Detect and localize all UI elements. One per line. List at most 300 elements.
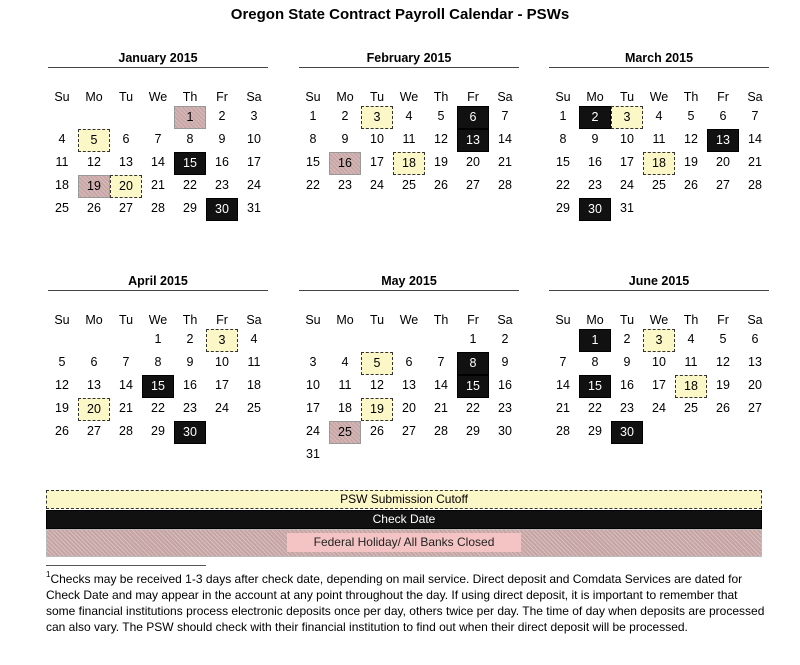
- day-cell: 24: [306, 424, 320, 438]
- day-cell: 23: [183, 401, 197, 415]
- empty-day-cell: [297, 329, 329, 352]
- day-cutoff: 3: [206, 329, 238, 352]
- day-cell: 22: [183, 178, 197, 192]
- day-cell: 28: [119, 424, 133, 438]
- footnote-marker: 1: [46, 570, 51, 579]
- day-cell: 25: [402, 178, 416, 192]
- day-cell: 11: [684, 355, 698, 369]
- day-cell: 8: [591, 355, 599, 369]
- empty-day-cell: [675, 421, 707, 444]
- weekday-label: Su: [555, 313, 571, 327]
- day-cell: 14: [748, 132, 762, 146]
- week-row: [547, 375, 771, 398]
- weekday-label: Tu: [369, 313, 385, 327]
- weekday-label: Tu: [118, 313, 134, 327]
- day-cell: 28: [556, 424, 570, 438]
- day-cell: 23: [338, 178, 352, 192]
- day-cell: 7: [501, 109, 509, 123]
- empty-day-cell: [425, 444, 457, 467]
- day-cell: 17: [370, 155, 384, 169]
- empty-day-cell: [238, 421, 270, 444]
- day-cell: 3: [309, 355, 317, 369]
- day-cell: 4: [655, 109, 663, 123]
- day-cell: 30: [498, 424, 512, 438]
- day-check-date: 15: [579, 375, 611, 398]
- weekday-label: We: [649, 90, 669, 104]
- day-cell: 12: [370, 378, 384, 392]
- weekday-label: Tu: [369, 90, 385, 104]
- day-cell: 29: [556, 201, 570, 215]
- weekday-label: Su: [54, 313, 70, 327]
- day-cell: 19: [684, 155, 698, 169]
- day-cell: 14: [151, 155, 165, 169]
- day-cell: 4: [58, 132, 66, 146]
- day-cell: 8: [154, 355, 162, 369]
- weekday-label: Th: [683, 90, 699, 104]
- day-check-date: 15: [457, 375, 489, 398]
- day-cell: 4: [250, 332, 258, 346]
- week-row: [46, 421, 270, 444]
- day-cell: 9: [341, 132, 349, 146]
- day-cell: 25: [247, 401, 261, 415]
- day-cell: 13: [748, 355, 762, 369]
- weekday-label: Su: [305, 313, 321, 327]
- day-check-date: 30: [206, 198, 238, 221]
- weekday-label: Th: [182, 313, 198, 327]
- day-cutoff: 20: [78, 398, 110, 421]
- weekday-label: Mo: [336, 90, 354, 104]
- day-cell: 2: [186, 332, 194, 346]
- day-cell: 26: [370, 424, 384, 438]
- empty-day-cell: [78, 329, 110, 352]
- legend-holiday-label: Federal Holiday/ All Banks Closed: [287, 533, 522, 552]
- week-row: [547, 198, 771, 221]
- footnote: [46, 571, 766, 635]
- weekday-label: Th: [433, 313, 449, 327]
- day-cell: 28: [498, 178, 512, 192]
- week-row: [46, 129, 270, 152]
- day-cell: 17: [652, 378, 666, 392]
- empty-day-cell: [707, 198, 739, 221]
- week-row: [547, 106, 771, 129]
- day-cell: 29: [151, 424, 165, 438]
- day-cell: 26: [87, 201, 101, 215]
- day-cell: 10: [652, 355, 666, 369]
- day-cell: 28: [434, 424, 448, 438]
- day-check-date: 13: [707, 129, 739, 152]
- day-cell: 6: [90, 355, 98, 369]
- day-cell: 6: [719, 109, 727, 123]
- day-cell: 10: [247, 132, 261, 146]
- page-title: Oregon State Contract Payroll Calendar - PSWs: [230, 6, 570, 23]
- day-cell: 21: [748, 155, 762, 169]
- day-cell: 27: [748, 401, 762, 415]
- day-cell: 10: [306, 378, 320, 392]
- weekday-header-row: [46, 88, 270, 106]
- day-cell: 5: [58, 355, 66, 369]
- weekday-label: Fr: [467, 90, 479, 104]
- footnote-text: Checks may be received 1-3 days after check date, depending on mail service. Direct deposit and Comdata Services are dated for Check Date and may appear in the account at any point throughout the day. If using direct deposit, it is important to remember that some financial institutions process electronic deposits once per day, others twice per day. The time of day when deposits are processed can also vary. The PSW should check with their financial institution to find out when their direct deposit will be processed.: [46, 572, 765, 634]
- weekday-label: We: [399, 90, 419, 104]
- day-cell: 15: [306, 155, 320, 169]
- legend-check-date: Check Date: [46, 510, 762, 529]
- week-row: [46, 329, 270, 352]
- day-cell: 31: [620, 201, 634, 215]
- day-cell: 16: [215, 155, 229, 169]
- day-cell: 23: [215, 178, 229, 192]
- weekday-label: Tu: [619, 90, 635, 104]
- day-cell: 8: [186, 132, 194, 146]
- day-cell: 22: [556, 178, 570, 192]
- month-divider: [48, 66, 268, 68]
- day-cell: 2: [623, 332, 631, 346]
- day-cell: 14: [556, 378, 570, 392]
- weekday-label: Tu: [118, 90, 134, 104]
- day-cell: 6: [751, 332, 759, 346]
- week-row: [547, 329, 771, 352]
- weekday-label: We: [148, 313, 168, 327]
- day-cell: 17: [215, 378, 229, 392]
- weekday-label: Fr: [467, 313, 479, 327]
- day-cell: 10: [620, 132, 634, 146]
- weekday-label: Mo: [336, 313, 354, 327]
- day-cell: 17: [306, 401, 320, 415]
- day-cell: 27: [402, 424, 416, 438]
- week-row: [46, 398, 270, 421]
- day-cell: 21: [151, 178, 165, 192]
- weekday-label: Sa: [747, 90, 763, 104]
- day-cell: 14: [498, 132, 512, 146]
- empty-day-cell: [361, 444, 393, 467]
- day-cell: 19: [716, 378, 730, 392]
- weekday-label: Su: [555, 90, 571, 104]
- day-cell: 12: [87, 155, 101, 169]
- legend-holiday: [46, 529, 762, 557]
- day-cell: 5: [687, 109, 695, 123]
- month-title: February 2015: [366, 51, 452, 65]
- day-cell: 11: [55, 155, 69, 169]
- weekday-header-row: [297, 88, 521, 106]
- month-title: January 2015: [118, 51, 198, 65]
- day-cutoff: 18: [675, 375, 707, 398]
- empty-day-cell: [643, 421, 675, 444]
- day-cell: 5: [719, 332, 727, 346]
- day-cell: 29: [183, 201, 197, 215]
- week-row: [547, 421, 771, 444]
- day-check-date: 15: [142, 375, 174, 398]
- day-cell: 21: [434, 401, 448, 415]
- day-cell: 31: [247, 201, 261, 215]
- day-check-date: 2: [579, 106, 611, 129]
- day-cutoff: 19: [361, 398, 393, 421]
- week-row: [297, 152, 521, 175]
- day-cell: 15: [556, 155, 570, 169]
- day-check-date: 30: [611, 421, 643, 444]
- day-cell: 9: [591, 132, 599, 146]
- day-cell: 19: [55, 401, 69, 415]
- week-row: [297, 421, 521, 444]
- day-cell: 11: [652, 132, 666, 146]
- day-cell: 29: [588, 424, 602, 438]
- day-cell: 7: [154, 132, 162, 146]
- day-cell: 23: [620, 401, 634, 415]
- month-divider: [549, 66, 769, 68]
- day-cell: 22: [306, 178, 320, 192]
- day-cell: 21: [498, 155, 512, 169]
- empty-day-cell: [329, 444, 361, 467]
- day-cell: 2: [501, 332, 509, 346]
- day-cell: 16: [620, 378, 634, 392]
- month-title: April 2015: [128, 274, 188, 288]
- month-calendar: [297, 273, 521, 467]
- footnote-divider: [46, 565, 206, 566]
- day-check-date: 15: [174, 152, 206, 175]
- day-cell: 11: [402, 132, 416, 146]
- day-cell: 14: [119, 378, 133, 392]
- day-cell: 7: [437, 355, 445, 369]
- week-row: [547, 398, 771, 421]
- day-cell: 22: [588, 401, 602, 415]
- day-cell: 25: [684, 401, 698, 415]
- weekday-label: Mo: [85, 313, 103, 327]
- month-calendar: [46, 50, 270, 221]
- day-cutoff: 5: [361, 352, 393, 375]
- day-cell: 1: [469, 332, 477, 346]
- day-check-date: 8: [457, 352, 489, 375]
- empty-day-cell: [329, 329, 361, 352]
- day-cell: 26: [684, 178, 698, 192]
- month-calendar: [547, 273, 771, 444]
- day-cutoff: 5: [78, 129, 110, 152]
- day-cell: 2: [341, 109, 349, 123]
- day-cell: 19: [434, 155, 448, 169]
- day-cell: 13: [87, 378, 101, 392]
- day-cell: 1: [154, 332, 162, 346]
- weekday-header-row: [297, 311, 521, 329]
- week-row: [46, 352, 270, 375]
- day-cell: 2: [218, 109, 226, 123]
- day-cell: 24: [620, 178, 634, 192]
- day-check-date: 13: [457, 129, 489, 152]
- weekday-label: Sa: [747, 313, 763, 327]
- day-cell: 4: [405, 109, 413, 123]
- month-calendar: [46, 273, 270, 444]
- weekday-label: Fr: [216, 313, 228, 327]
- weekday-label: Th: [182, 90, 198, 104]
- day-cell: 27: [87, 424, 101, 438]
- month-divider: [549, 289, 769, 291]
- day-cell: 25: [652, 178, 666, 192]
- day-cell: 27: [716, 178, 730, 192]
- day-holiday: 1: [174, 106, 206, 129]
- day-cell: 22: [151, 401, 165, 415]
- day-cell: 20: [748, 378, 762, 392]
- day-cell: 16: [498, 378, 512, 392]
- empty-day-cell: [78, 106, 110, 129]
- month-divider: [299, 66, 519, 68]
- day-cell: 4: [687, 332, 695, 346]
- day-cell: 21: [556, 401, 570, 415]
- week-row: [297, 329, 521, 352]
- day-cutoff: 18: [393, 152, 425, 175]
- empty-day-cell: [739, 421, 771, 444]
- day-cell: 1: [559, 109, 567, 123]
- day-cell: 27: [466, 178, 480, 192]
- day-cell: 12: [684, 132, 698, 146]
- day-cutoff: 20: [110, 175, 142, 198]
- weekday-label: Mo: [85, 90, 103, 104]
- week-row: [46, 175, 270, 198]
- day-cell: 26: [55, 424, 69, 438]
- empty-day-cell: [707, 421, 739, 444]
- weekday-label: We: [399, 313, 419, 327]
- day-cutoff: 3: [361, 106, 393, 129]
- day-cell: 17: [247, 155, 261, 169]
- day-cell: 14: [434, 378, 448, 392]
- day-cell: 28: [151, 201, 165, 215]
- day-cell: 23: [498, 401, 512, 415]
- weekday-label: Th: [683, 313, 699, 327]
- day-cell: 29: [466, 424, 480, 438]
- empty-day-cell: [457, 444, 489, 467]
- day-cell: 11: [247, 355, 261, 369]
- empty-day-cell: [46, 329, 78, 352]
- day-cell: 17: [620, 155, 634, 169]
- week-row: [547, 352, 771, 375]
- day-cell: 7: [751, 109, 759, 123]
- day-check-date: 1: [579, 329, 611, 352]
- empty-day-cell: [489, 444, 521, 467]
- day-cell: 18: [55, 178, 69, 192]
- day-cell: 9: [623, 355, 631, 369]
- day-cell: 8: [559, 132, 567, 146]
- weekday-label: Mo: [586, 90, 604, 104]
- weekday-label: We: [148, 90, 168, 104]
- day-cell: 21: [119, 401, 133, 415]
- weekday-header-row: [547, 311, 771, 329]
- day-cutoff: 3: [643, 329, 675, 352]
- weekday-header-row: [547, 88, 771, 106]
- weekday-label: Su: [54, 90, 70, 104]
- week-row: [297, 398, 521, 421]
- day-cell: 13: [119, 155, 133, 169]
- week-row: [297, 175, 521, 198]
- week-row: [46, 198, 270, 221]
- week-row: [46, 375, 270, 398]
- day-cell: 25: [55, 201, 69, 215]
- day-cell: 9: [186, 355, 194, 369]
- empty-day-cell: [675, 198, 707, 221]
- day-cell: 23: [588, 178, 602, 192]
- day-cell: 20: [716, 155, 730, 169]
- day-cutoff: 3: [611, 106, 643, 129]
- day-cell: 24: [370, 178, 384, 192]
- day-cell: 4: [341, 355, 349, 369]
- day-holiday: 16: [329, 152, 361, 175]
- month-title: May 2015: [381, 274, 437, 288]
- week-row: [46, 152, 270, 175]
- day-cell: 28: [748, 178, 762, 192]
- day-cell: 5: [437, 109, 445, 123]
- day-cell: 8: [309, 132, 317, 146]
- month-divider: [48, 289, 268, 291]
- day-check-date: 30: [579, 198, 611, 221]
- empty-day-cell: [547, 329, 579, 352]
- weekday-header-row: [46, 311, 270, 329]
- day-cell: 18: [338, 401, 352, 415]
- day-cell: 16: [588, 155, 602, 169]
- month-title: March 2015: [624, 51, 694, 65]
- day-cell: 6: [122, 132, 130, 146]
- weekday-label: Th: [433, 90, 449, 104]
- day-cell: 16: [183, 378, 197, 392]
- day-cell: 31: [306, 447, 320, 461]
- empty-day-cell: [142, 106, 174, 129]
- weekday-label: Fr: [717, 313, 729, 327]
- week-row: [547, 175, 771, 198]
- empty-day-cell: [110, 329, 142, 352]
- empty-day-cell: [425, 329, 457, 352]
- weekday-label: Tu: [619, 313, 635, 327]
- day-cell: 10: [370, 132, 384, 146]
- day-cell: 27: [119, 201, 133, 215]
- week-row: [547, 129, 771, 152]
- week-row: [297, 352, 521, 375]
- day-cell: 18: [247, 378, 261, 392]
- day-check-date: 6: [457, 106, 489, 129]
- day-cell: 12: [434, 132, 448, 146]
- day-cell: 7: [559, 355, 567, 369]
- day-cell: 26: [716, 401, 730, 415]
- week-row: [547, 152, 771, 175]
- legend-cutoff: PSW Submission Cutoff: [46, 490, 762, 509]
- weekday-label: Sa: [497, 90, 513, 104]
- empty-day-cell: [393, 329, 425, 352]
- weekday-label: Sa: [497, 313, 513, 327]
- day-cell: 11: [338, 378, 352, 392]
- day-cell: 22: [466, 401, 480, 415]
- week-row: [297, 375, 521, 398]
- day-cell: 20: [402, 401, 416, 415]
- day-cell: 26: [434, 178, 448, 192]
- empty-day-cell: [206, 421, 238, 444]
- day-cell: 3: [250, 109, 258, 123]
- empty-day-cell: [643, 198, 675, 221]
- week-row: [297, 129, 521, 152]
- month-title: June 2015: [628, 274, 690, 288]
- day-cell: 12: [716, 355, 730, 369]
- weekday-label: We: [649, 313, 669, 327]
- month-calendar: [297, 50, 521, 198]
- week-row: [46, 106, 270, 129]
- empty-day-cell: [739, 198, 771, 221]
- day-holiday: 19: [78, 175, 110, 198]
- day-cell: 24: [247, 178, 261, 192]
- day-cell: 20: [466, 155, 480, 169]
- weekday-label: Mo: [586, 313, 604, 327]
- weekday-label: Sa: [246, 90, 262, 104]
- day-cell: 9: [218, 132, 226, 146]
- day-cell: 6: [405, 355, 413, 369]
- month-calendar: [547, 50, 771, 221]
- weekday-label: Sa: [246, 313, 262, 327]
- day-cell: 9: [501, 355, 509, 369]
- day-cell: 1: [309, 109, 317, 123]
- weekday-label: Fr: [717, 90, 729, 104]
- day-cell: 10: [215, 355, 229, 369]
- weekday-label: Su: [305, 90, 321, 104]
- day-cutoff: 18: [643, 152, 675, 175]
